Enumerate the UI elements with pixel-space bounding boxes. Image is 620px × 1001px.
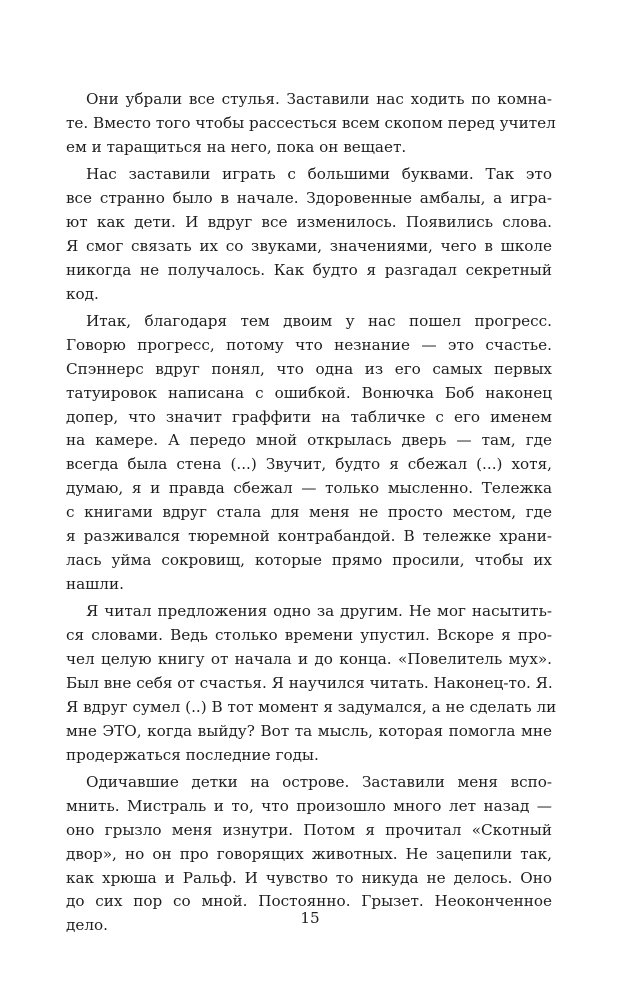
text-line: на камере. А передо мной открылась дверь — там, где (66, 431, 552, 450)
text-line: Был вне себя от счастья. Я научился читать. Наконец-то. Я. (66, 673, 553, 692)
text-line: думаю, я и правда сбежал — только мысленно. Тележка (66, 479, 552, 498)
text-line: Я читал предложения одно за другим. Не мог насытить- (86, 602, 552, 621)
text-line: Нас заставили играть с большими буквами. Так это (86, 165, 552, 184)
text-line: чел целую книгу от начала и до конца. «Повелитель мух». (66, 649, 552, 668)
text-line: дело. (66, 916, 108, 935)
text-line: до сих пор со мной. Постоянно. Грызет. Неоконченное (66, 892, 552, 911)
text-line: ют как дети. И вдруг все изменилось. Появились слова. (66, 212, 552, 231)
text-line: лась уйма сокровищ, которые прямо просили, чтобы их (66, 550, 552, 569)
text-line: Итак, благодаря тем двоим у нас пошел прогресс. (86, 312, 552, 331)
text-line: Спэннерс вдруг понял, что одна из его самых первых (66, 359, 552, 378)
text-line: Я вдруг сумел (..) В тот момент я задумался, а не сделать ли (66, 697, 557, 716)
text-line: продержаться последние годы. (66, 745, 319, 764)
body-text (66, 88, 557, 938)
text-line: я разживался тюремной контрабандой. В тележке храни- (66, 527, 552, 546)
text-line: никогда не получалось. Как будто я разгадал секретный (66, 260, 552, 279)
text-line: те. Вместо того чтобы рассесться всем скопом перед учител (66, 113, 556, 132)
text-line: мне ЭТО, когда выйду? Вот та мысль, которая помогла мне (66, 721, 552, 740)
text-line: ем и таращиться на него, пока он вещает. (66, 137, 407, 156)
text-line: татуировок написана с ошибкой. Вонючка Боб наконец (66, 383, 552, 402)
text-line: оно грызло меня изнутри. Потом я прочитал «Скотный (66, 820, 552, 839)
text-line: Одичавшие детки на острове. Заставили меня вспо- (86, 772, 552, 791)
paragraph (66, 163, 552, 306)
text-line: Я смог связать их со звуками, значениями, чего в школе (66, 236, 552, 255)
paragraph (66, 88, 556, 160)
text-line: все странно было в начале. Здоровенные амбалы, а игра- (66, 189, 552, 208)
text-line: с книгами вдруг стала для меня не просто местом, где (66, 503, 552, 522)
paragraph (66, 310, 552, 597)
text-line: ся словами. Ведь столько времени упустил. Вскоре я про- (66, 626, 552, 645)
text-line: нашли. (66, 574, 124, 593)
text-line: допер, что значит граффити на табличке с его именем (66, 407, 552, 426)
text-line: Они убрали все стулья. Заставили нас ходить по комна- (86, 90, 552, 108)
text-line: двор», но он про говорящих животных. Не зацепили так, (66, 844, 552, 863)
text-line: Говорю прогресс, потому что незнание — это счастье. (66, 335, 552, 354)
page-number: 15 (300, 909, 320, 927)
text-line: как хрюша и Ральф. И чувство то никуда не делось. Оно (66, 868, 552, 887)
text-line: всегда была стена (...) Звучит, будто я сбежал (...) хотя, (66, 455, 552, 474)
text-line: мнить. Мистраль и то, что произошло много лет назад — (66, 796, 552, 815)
text-line: код. (66, 284, 99, 303)
paragraph (66, 600, 557, 767)
